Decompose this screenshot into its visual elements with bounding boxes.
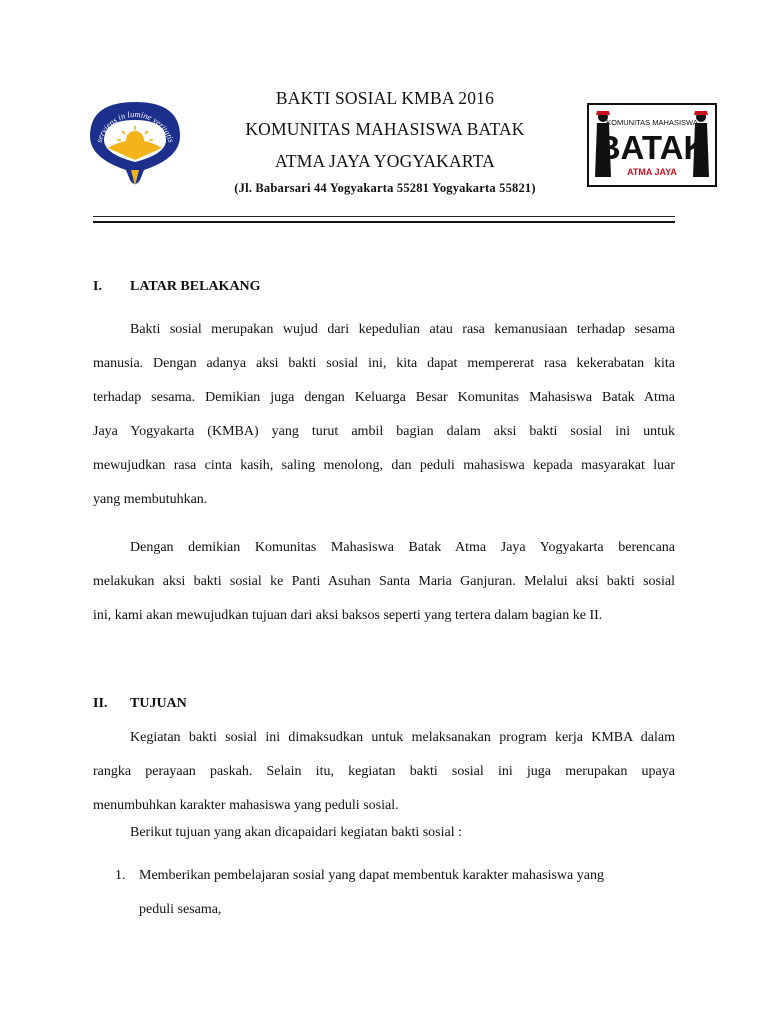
- header-title: BAKTI SOSIAL KMBA 2016: [275, 88, 495, 108]
- header-rule-thin: [93, 216, 675, 217]
- section-heading-tujuan: II. TUJUAN: [93, 696, 187, 711]
- svg-text:serviens in lumine veritatis: serviens in lumine veritatis: [93, 108, 177, 144]
- svg-text:BATAK: BATAK: [596, 129, 708, 166]
- paragraph-latar-belakang-1: Bakti sosial merupakan wujud dari kepedulian atau rasa kemanusiaan terhadap sesama manusia. Dengan adanya aksi bakti sosial ini, kita dapat mempererat rasa kekerabatan kita terhadap sesama. Demikian juga dengan Keluarga Besar Komunitas Mahasiswa Batak Atma Jaya Yogyakarta (KMBA) yang turut ambil bagian dalam aksi bakti sosial ini untuk mewujudkan rasa cinta kasih, saling menolong, dan peduli mahasiswa kepada masyarakat luar yang membutuhkan.: [93, 322, 675, 507]
- list-item-continuation: peduli sesama,: [139, 902, 222, 917]
- paragraph-tujuan-intro: Berikut tujuan yang akan dicapaidari kegiatan bakti sosial :: [130, 825, 463, 840]
- header-university: ATMA JAYA YOGYAKARTA: [274, 151, 495, 171]
- header-address: (Jl. Babarsari 44 Yogyakarta 55281 Yogyakarta 55821): [234, 181, 536, 195]
- batak-logo-icon: [587, 103, 717, 187]
- list-item: 1. Memberikan pembelajaran sosial yang dapat membentuk karakter mahasiswa yang: [115, 868, 604, 883]
- paragraph-tujuan-1: Kegiatan bakti sosial ini dimaksudkan untuk melaksanakan program kerja KMBA dalam rangka perayaan paskah. Selain itu, kegiatan bakti sosial ini juga merupakan upaya menumbuhkan karakter mahasiswa yang peduli sosial.: [93, 730, 675, 813]
- header-organization: KOMUNITAS MAHASISWA BATAK: [245, 119, 525, 139]
- tujuan-list: [115, 859, 604, 927]
- svg-text:ATMA JAYA: ATMA JAYA: [627, 167, 677, 177]
- university-logo-icon: [84, 96, 186, 198]
- svg-text:KOMUNITAS MAHASISWA: KOMUNITAS MAHASISWA: [606, 118, 698, 127]
- section-heading-latar-belakang: I. LATAR BELAKANG: [93, 279, 261, 294]
- header-rule-thick: [93, 221, 675, 223]
- paragraph-latar-belakang-2: Dengan demikian Komunitas Mahasiswa Batak Atma Jaya Yogyakarta berencana melakukan aksi bakti sosial ke Panti Asuhan Santa Maria Ganjuran. Melalui aksi bakti sosial ini, kami akan mewujudkan tujuan dari aksi baksos seperti yang tertera dalam bagian ke II.: [93, 540, 675, 623]
